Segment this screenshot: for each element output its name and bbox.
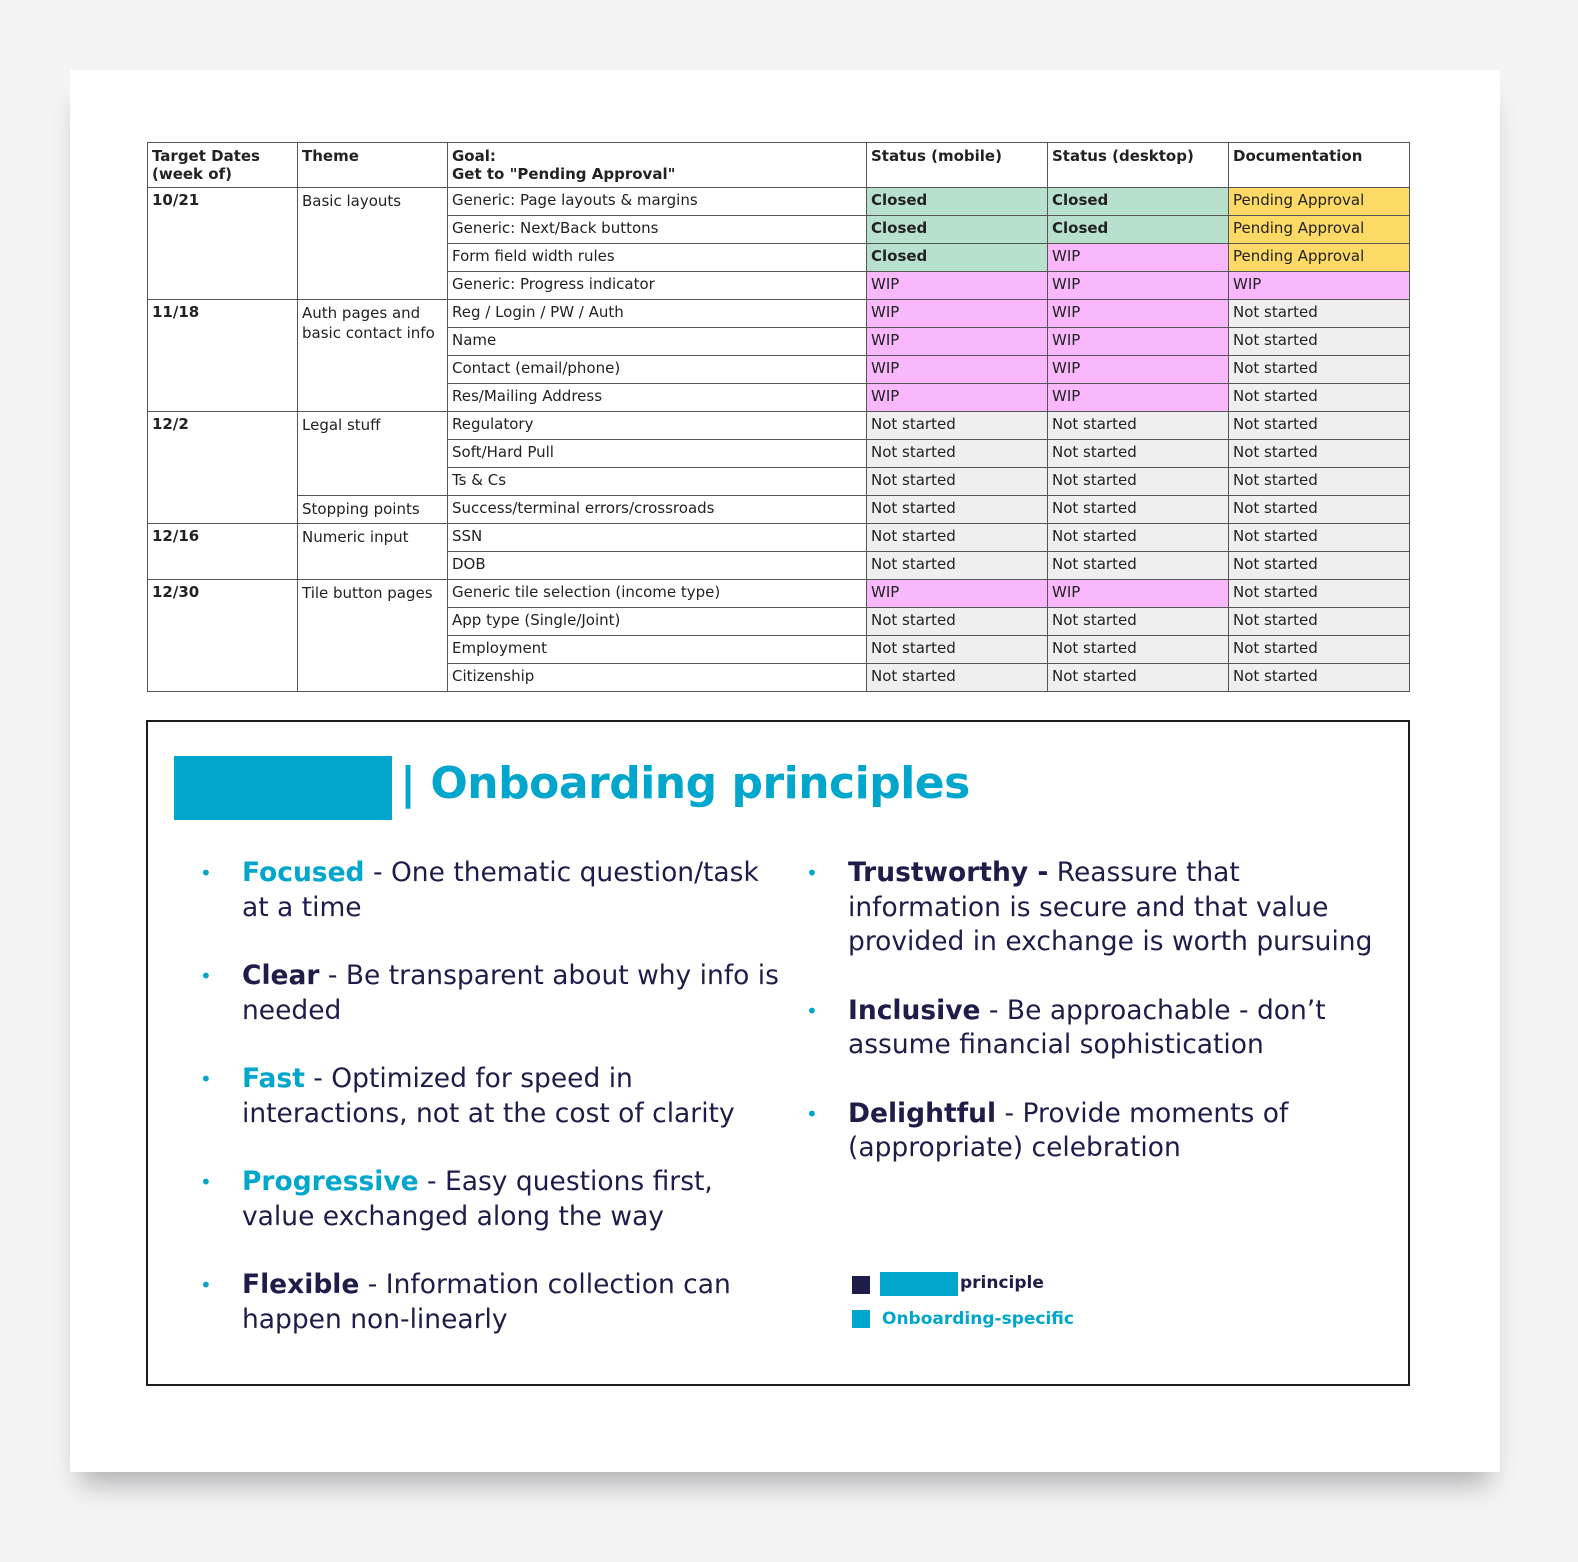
bullet-icon: • [200,861,212,885]
documentation-cell: Not started [1229,384,1410,412]
documentation-cell: Not started [1229,328,1410,356]
documentation-cell: Pending Approval [1229,244,1410,272]
table-row [148,188,1410,216]
status-mobile-cell: Closed [867,244,1048,272]
slide-title: | Onboarding principles [400,758,970,809]
legend-navy-swatch [852,1276,870,1294]
goal-cell: DOB [448,552,867,580]
principle-description: - Easy questions first, value exchanged along the way [242,1166,713,1232]
principle-item [200,856,780,925]
legend-onboarding-label: Onboarding-specific [882,1309,1074,1329]
status-mobile-cell: WIP [867,300,1048,328]
target-date-cell: 11/18 [148,300,298,412]
status-mobile-cell: Closed [867,188,1048,216]
status-desktop-cell: Closed [1048,188,1229,216]
goal-cell: Ts & Cs [448,468,867,496]
goal-cell: Regulatory [448,412,867,440]
bullet-icon: • [806,861,818,885]
documentation-cell: Not started [1229,496,1410,524]
theme-cell: Legal stuff [298,412,448,496]
document-page [70,70,1500,1472]
status-desktop-cell: WIP [1048,244,1229,272]
status-tracker-table [147,142,1410,692]
header-target-dates: Target Dates (week of) [148,143,298,188]
documentation-cell: Not started [1229,552,1410,580]
documentation-cell: WIP [1229,272,1410,300]
status-mobile-cell: Closed [867,216,1048,244]
table-row [148,580,1410,608]
principle-term: Flexible [242,1269,360,1300]
documentation-cell: Not started [1229,300,1410,328]
theme-cell: Auth pages and basic contact info [298,300,448,412]
status-mobile-cell: Not started [867,636,1048,664]
goal-cell: Citizenship [448,664,867,692]
status-mobile-cell: Not started [867,440,1048,468]
goal-cell: Contact (email/phone) [448,356,867,384]
status-desktop-cell: Not started [1048,468,1229,496]
principle-description: - Be approachable - don’t assume financial sophistication [848,994,1326,1060]
header-goal: Goal: Get to "Pending Approval" [448,143,867,188]
table-body [148,188,1410,692]
header-status-desktop: Status (desktop) [1048,143,1229,188]
status-desktop-cell: WIP [1048,356,1229,384]
status-mobile-cell: Not started [867,552,1048,580]
principle-description: - Provide moments of (appropriate) celebration [848,1097,1289,1163]
principle-item [200,1165,780,1234]
goal-cell: Generic: Page layouts & margins [448,188,867,216]
documentation-cell: Not started [1229,440,1410,468]
principle-term: Progressive [242,1166,419,1197]
theme-cell: Numeric input [298,524,448,580]
principle-item [806,1097,1386,1166]
status-desktop-cell: WIP [1048,580,1229,608]
bullet-icon: • [200,1067,212,1091]
bullet-icon: • [200,1170,212,1194]
status-mobile-cell: Not started [867,524,1048,552]
table-header-row [148,143,1410,188]
principle-term: Focused [242,857,365,888]
documentation-cell: Not started [1229,636,1410,664]
principle-term: Delightful [848,1097,997,1129]
principle-description: - Optimized for speed in interactions, not at the cost of clarity [242,1063,735,1129]
table-row [148,412,1410,440]
status-desktop-cell: Not started [1048,412,1229,440]
target-date-cell: 10/21 [148,188,298,300]
status-mobile-cell: Not started [867,664,1048,692]
principle-description: Reassure that information is secure and that value provided in exchange is worth pursuing [848,857,1373,957]
goal-cell: Reg / Login / PW / Auth [448,300,867,328]
goal-cell: Generic: Next/Back buttons [448,216,867,244]
status-desktop-cell: Not started [1048,608,1229,636]
status-desktop-cell: Not started [1048,636,1229,664]
goal-cell: Employment [448,636,867,664]
status-desktop-cell: Not started [1048,664,1229,692]
status-mobile-cell: WIP [867,356,1048,384]
bullet-icon: • [806,998,818,1023]
goal-cell: Generic tile selection (income type) [448,580,867,608]
status-desktop-cell: WIP [1048,272,1229,300]
status-desktop-cell: WIP [1048,384,1229,412]
documentation-cell: Pending Approval [1229,216,1410,244]
status-desktop-cell: Closed [1048,216,1229,244]
principle-term: Inclusive [848,994,981,1026]
header-documentation: Documentation [1229,143,1410,188]
target-date-cell: 12/16 [148,524,298,580]
principle-term: Clear [242,960,320,991]
theme-cell: Basic layouts [298,188,448,300]
documentation-cell: Not started [1229,608,1410,636]
status-desktop-cell: Not started [1048,440,1229,468]
header-status-mobile: Status (mobile) [867,143,1048,188]
status-desktop-cell: WIP [1048,300,1229,328]
table-row [148,496,1410,524]
goal-cell: Res/Mailing Address [448,384,867,412]
principle-term: Trustworthy - [848,857,1049,888]
header-theme: Theme [298,143,448,188]
title-color-block [174,756,392,820]
goal-cell: Soft/Hard Pull [448,440,867,468]
documentation-cell: Not started [1229,356,1410,384]
documentation-cell: Not started [1229,524,1410,552]
legend-principle-label: principle [960,1273,1044,1293]
principle-item [200,959,780,1028]
status-mobile-cell: Not started [867,468,1048,496]
principle-description: - Be transparent about why info is needed [242,960,779,1026]
documentation-cell: Pending Approval [1229,188,1410,216]
status-mobile-cell: WIP [867,384,1048,412]
principle-item [200,1268,780,1337]
bullet-icon: • [200,964,212,988]
goal-cell: Success/terminal errors/crossroads [448,496,867,524]
status-mobile-cell: WIP [867,272,1048,300]
principle-term: Fast [242,1063,305,1094]
principle-item [806,856,1386,960]
documentation-cell: Not started [1229,580,1410,608]
status-desktop-cell: Not started [1048,524,1229,552]
table-row [148,524,1410,552]
status-mobile-cell: WIP [867,328,1048,356]
table-row [148,300,1410,328]
status-desktop-cell: Not started [1048,552,1229,580]
target-date-cell: 12/30 [148,580,298,692]
status-desktop-cell: WIP [1048,328,1229,356]
legend-cyan-swatch [852,1310,870,1328]
status-mobile-cell: Not started [867,412,1048,440]
principles-left-column [200,856,780,1371]
target-date-cell: 12/2 [148,412,298,524]
principle-item [806,994,1386,1063]
goal-cell: SSN [448,524,867,552]
goal-cell: Name [448,328,867,356]
principle-description: - Information collection can happen non-linearly [242,1269,731,1335]
documentation-cell: Not started [1229,412,1410,440]
documentation-cell: Not started [1229,664,1410,692]
bullet-icon: • [806,1101,818,1126]
legend-redacted-bar [880,1272,958,1296]
goal-cell: Generic: Progress indicator [448,272,867,300]
goal-cell: Form field width rules [448,244,867,272]
status-mobile-cell: Not started [867,496,1048,524]
theme-cell: Tile button pages [298,580,448,692]
status-mobile-cell: WIP [867,580,1048,608]
principle-item [200,1062,780,1131]
principles-right-column [806,856,1386,1200]
onboarding-principles-slide [146,720,1410,1386]
status-desktop-cell: Not started [1048,496,1229,524]
status-mobile-cell: Not started [867,608,1048,636]
documentation-cell: Not started [1229,468,1410,496]
theme-cell: Stopping points [298,496,448,524]
bullet-icon: • [200,1273,212,1297]
principle-description: - One thematic question/task at a time [242,857,759,923]
goal-cell: App type (Single/Joint) [448,608,867,636]
